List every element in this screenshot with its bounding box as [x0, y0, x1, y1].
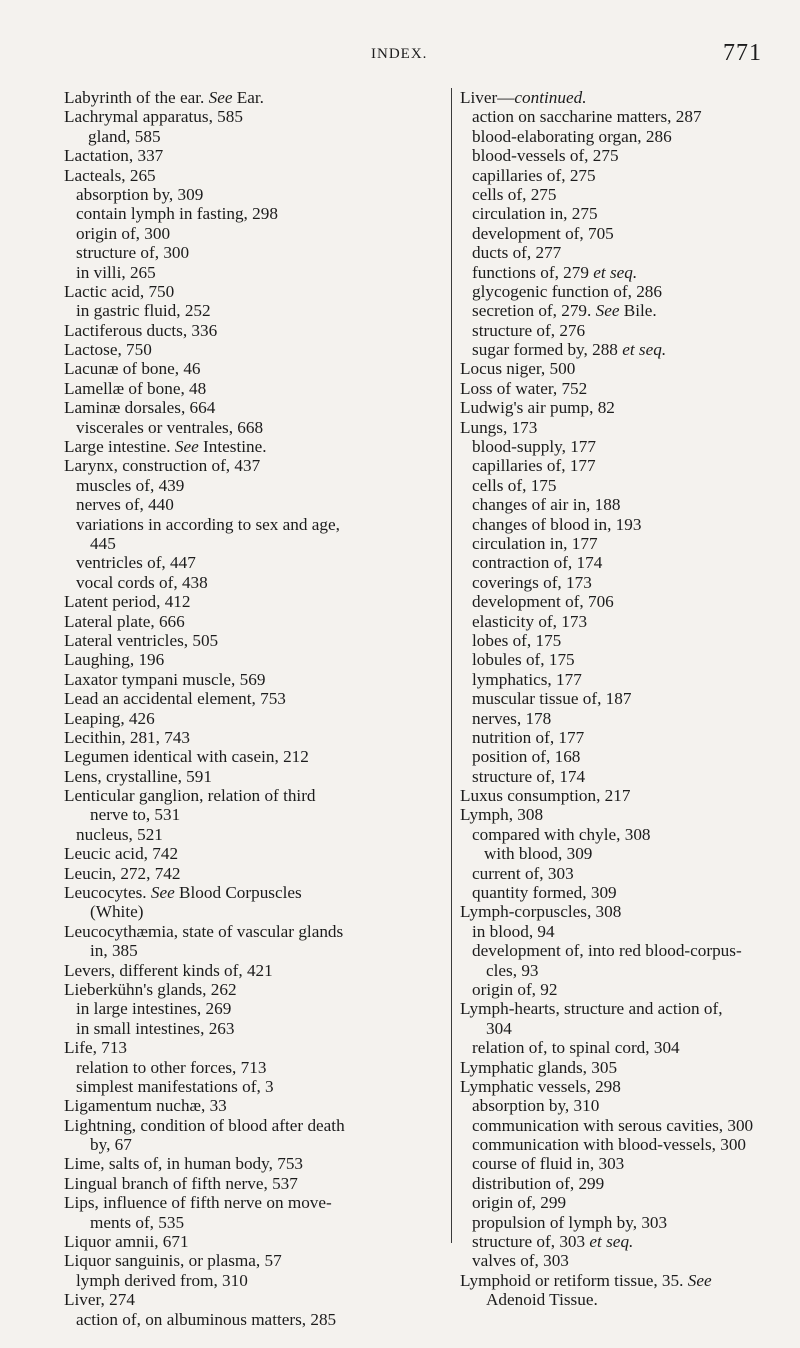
index-subentry: circulation in, 177 — [472, 533, 598, 553]
index-subentry: quantity formed, 309 — [472, 883, 617, 903]
index-entry: Lecithin, 281, 743 — [64, 727, 191, 747]
index-entry: Lactation, 337 — [64, 146, 164, 166]
index-entry: Lightning, condition of blood after death — [64, 1115, 345, 1135]
running-head: INDEX. — [371, 46, 428, 62]
index-subentry: in blood, 94 — [472, 921, 555, 941]
index-subentry: structure of, 174 — [472, 766, 586, 786]
index-subentry: changes of blood in, 193 — [472, 514, 642, 534]
index-entry: Lime, salts of, in human body, 753 — [64, 1154, 304, 1174]
index-entry: Lymph, 308 — [460, 805, 544, 825]
index-entry: Lead an accidental element, 753 — [64, 689, 286, 709]
index-subentry: lymph derived from, 310 — [76, 1270, 248, 1290]
column-divider — [451, 88, 452, 1243]
index-subentry: propulsion of lymph by, 303 — [472, 1212, 668, 1232]
index-entry: Lungs, 173 — [460, 417, 538, 437]
index-subentry: variations in according to sex and age, — [76, 514, 340, 534]
index-subentry: glycogenic function of, 286 — [472, 281, 662, 301]
page-number: 771 — [723, 40, 762, 66]
index-column-left — [64, 88, 444, 1329]
index-subentry: muscles of, 439 — [76, 475, 185, 495]
index-subentry: ducts of, 277 — [472, 243, 562, 263]
index-subentry: in large intestines, 269 — [76, 999, 232, 1019]
index-subentry: relation of, to spinal cord, 304 — [472, 1038, 680, 1058]
index-subentry: cles, 93 — [486, 960, 539, 980]
index-entry: Latent period, 412 — [64, 592, 191, 612]
index-entry: Luxus consumption, 217 — [460, 786, 631, 806]
index-subentry: communication with blood-vessels, 300 — [472, 1135, 747, 1155]
index-subentry: in small intestines, 263 — [76, 1018, 235, 1038]
index-subentry: vocal cords of, 438 — [76, 572, 208, 592]
index-entry: Life, 713 — [64, 1038, 128, 1058]
index-entry: Lachrymal apparatus, 585 — [64, 107, 243, 127]
index-subentry: secretion of, 279. See Bile. — [472, 301, 657, 321]
index-subentry: circulation in, 275 — [472, 204, 598, 224]
index-entry: Lenticular ganglion, relation of third — [64, 786, 316, 806]
index-entry: Lymphatic glands, 305 — [460, 1057, 618, 1077]
index-subentry: compared with chyle, 308 — [472, 824, 651, 844]
index-entry: Levers, different kinds of, 421 — [64, 960, 273, 980]
index-entry: Lactose, 750 — [64, 340, 152, 360]
index-subentry: nerves of, 440 — [76, 495, 174, 515]
index-subentry: current of, 303 — [472, 863, 574, 883]
index-subentry: 304 — [486, 1018, 512, 1038]
index-subentry: in, 385 — [90, 941, 138, 961]
index-subentry: communication with serous cavities, 300 — [472, 1115, 754, 1135]
index-subentry: nutrition of, 177 — [472, 727, 585, 747]
index-entry: Ligamentum nuchæ, 33 — [64, 1096, 227, 1116]
index-subentry: viscerales or ventrales, 668 — [76, 417, 264, 437]
index-subentry: origin of, 92 — [472, 979, 558, 999]
index-subentry: distribution of, 299 — [472, 1173, 605, 1193]
index-subentry: sugar formed by, 288 et seq. — [472, 340, 667, 360]
index-subentry: Adenoid Tissue. — [486, 1290, 598, 1310]
index-subentry: coverings of, 173 — [472, 572, 592, 592]
index-entry: Labyrinth of the ear. See Ear. — [64, 88, 264, 107]
index-entry: Large intestine. See Intestine. — [64, 437, 267, 457]
index-subentry: nerve to, 531 — [90, 805, 181, 825]
index-subentry: by, 67 — [90, 1135, 132, 1155]
index-entry: Liquor sanguinis, or plasma, 57 — [64, 1251, 282, 1271]
index-subentry: lobes of, 175 — [472, 630, 562, 650]
index-subentry: development of, 706 — [472, 592, 614, 612]
index-subentry: action of, on albuminous matters, 285 — [76, 1309, 337, 1329]
index-subentry: structure of, 303 et seq. — [472, 1232, 634, 1252]
page-header — [0, 40, 800, 70]
index-entry: Locus niger, 500 — [460, 359, 576, 379]
index-entry: Loss of water, 752 — [460, 378, 588, 398]
index-subentry: nerves, 178 — [472, 708, 552, 728]
index-entry: Leucin, 272, 742 — [64, 863, 181, 883]
index-entry: Lieberkühn's glands, 262 — [64, 979, 237, 999]
index-subentry: (White) — [90, 902, 144, 922]
index-entry: Lips, influence of fifth nerve on move- — [64, 1193, 332, 1213]
index-entry: Lactic acid, 750 — [64, 281, 175, 301]
index-entry: Lingual branch of fifth nerve, 537 — [64, 1173, 298, 1193]
index-entry: Lymph-hearts, structure and action of, — [460, 999, 723, 1019]
index-column-right — [460, 88, 782, 1310]
index-entry: Lacteals, 265 — [64, 165, 156, 185]
index-subentry: development of, into red blood-corpus- — [472, 941, 742, 961]
index-entry: Liquor amnii, 671 — [64, 1232, 189, 1252]
index-subentry: gland, 585 — [88, 126, 161, 146]
index-entry: Lactiferous ducts, 336 — [64, 320, 218, 340]
index-subentry: blood-vessels of, 275 — [472, 146, 619, 166]
index-subentry: absorption by, 310 — [472, 1096, 600, 1116]
index-subentry: relation to other forces, 713 — [76, 1057, 267, 1077]
index-subentry: in villi, 265 — [76, 262, 156, 282]
index-entry: Laminæ dorsales, 664 — [64, 398, 216, 418]
index-subentry: with blood, 309 — [484, 844, 593, 864]
index-subentry: 445 — [90, 533, 116, 553]
index-subentry: lobules of, 175 — [472, 650, 575, 670]
index-subentry: simplest manifestations of, 3 — [76, 1076, 274, 1096]
index-entry: Ludwig's air pump, 82 — [460, 398, 615, 418]
index-entry: Lacunæ of bone, 46 — [64, 359, 201, 379]
index-subentry: nucleus, 521 — [76, 824, 163, 844]
index-subentry: changes of air in, 188 — [472, 495, 621, 515]
index-subentry: blood-elaborating organ, 286 — [472, 126, 672, 146]
index-subentry: structure of, 276 — [472, 320, 586, 340]
index-subentry: elasticity of, 173 — [472, 611, 588, 631]
index-entry: Larynx, construction of, 437 — [64, 456, 261, 476]
index-entry: Liver—continued. — [460, 88, 587, 107]
index-entry: Leucocytes. See Blood Corpuscles — [64, 883, 302, 903]
index-subentry: contain lymph in fasting, 298 — [76, 204, 278, 224]
index-subentry: valves of, 303 — [472, 1251, 569, 1271]
index-subentry: development of, 705 — [472, 223, 614, 243]
index-subentry: ventricles of, 447 — [76, 553, 196, 573]
index-subentry: origin of, 300 — [76, 223, 171, 243]
index-subentry: structure of, 300 — [76, 243, 190, 263]
index-entry: Lymphoid or retiform tissue, 35. See — [460, 1270, 712, 1290]
index-entry: Liver, 274 — [64, 1290, 135, 1310]
index-entry: Lymph-corpuscles, 308 — [460, 902, 622, 922]
index-subentry: course of fluid in, 303 — [472, 1154, 625, 1174]
index-entry: Legumen identical with casein, 212 — [64, 747, 309, 767]
index-subentry: muscular tissue of, 187 — [472, 689, 632, 709]
index-subentry: position of, 168 — [472, 747, 581, 767]
index-subentry: capillaries of, 275 — [472, 165, 596, 185]
index-subentry: absorption by, 309 — [76, 184, 204, 204]
index-subentry: functions of, 279 et seq. — [472, 262, 638, 282]
index-entry: Laxator tympani muscle, 569 — [64, 669, 266, 689]
index-entry: Laughing, 196 — [64, 650, 165, 670]
index-subentry: cells of, 275 — [472, 184, 557, 204]
index-entry: Leucic acid, 742 — [64, 844, 179, 864]
index-subentry: origin of, 299 — [472, 1193, 567, 1213]
index-entry: Lateral plate, 666 — [64, 611, 185, 631]
index-subentry: blood-supply, 177 — [472, 437, 596, 457]
index-entry: Lamellæ of bone, 48 — [64, 378, 207, 398]
index-subentry: in gastric fluid, 252 — [76, 301, 211, 321]
index-subentry: cells of, 175 — [472, 475, 557, 495]
index-subentry: contraction of, 174 — [472, 553, 603, 573]
index-subentry: ments of, 535 — [90, 1212, 185, 1232]
index-entry: Lateral ventricles, 505 — [64, 630, 219, 650]
index-entry: Lens, crystalline, 591 — [64, 766, 212, 786]
index-subentry: lymphatics, 177 — [472, 669, 582, 689]
index-entry: Lymphatic vessels, 298 — [460, 1076, 621, 1096]
index-subentry: capillaries of, 177 — [472, 456, 596, 476]
index-entry: Leaping, 426 — [64, 708, 155, 728]
index-entry: Leucocythæmia, state of vascular glands — [64, 921, 344, 941]
index-subentry: action on saccharine matters, 287 — [472, 107, 702, 127]
